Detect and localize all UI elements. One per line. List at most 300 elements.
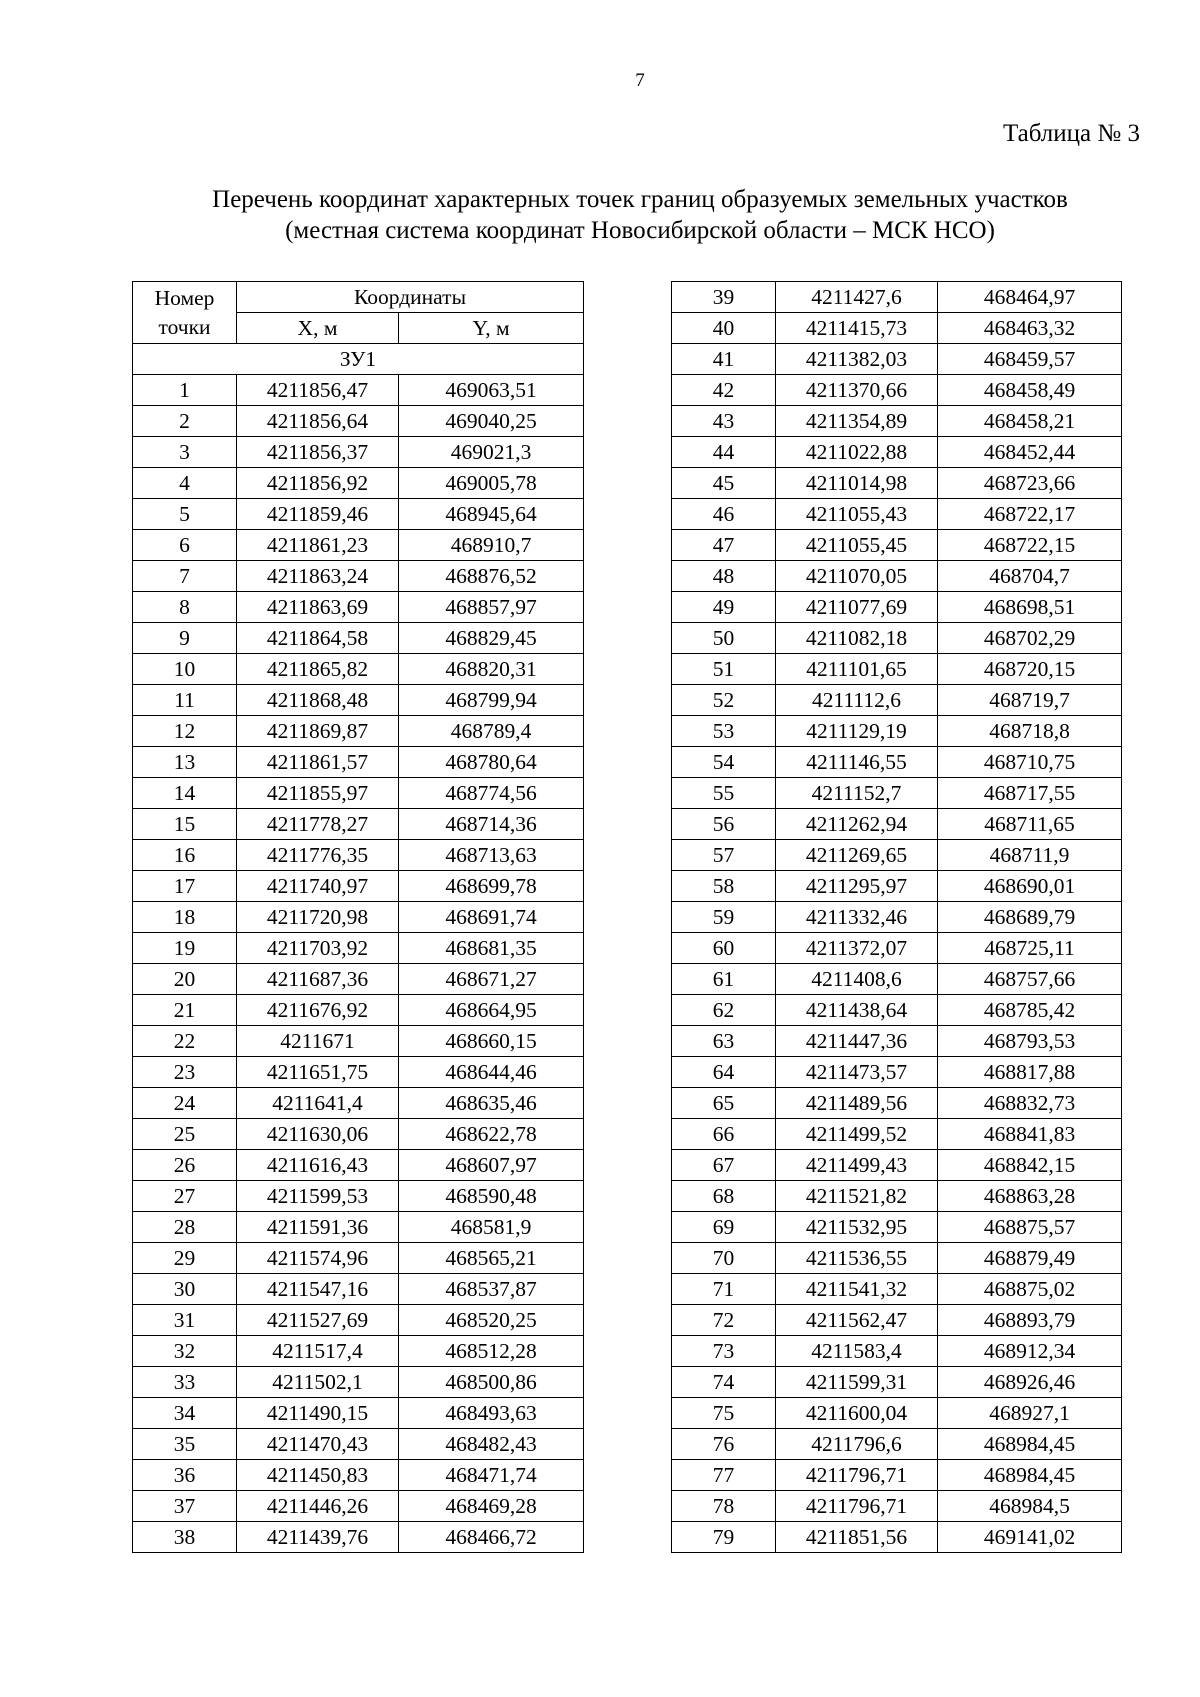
point-number-cell: 16	[133, 840, 237, 871]
y-coordinate-cell: 468725,11	[938, 933, 1122, 964]
title-line-2: (местная система координат Новосибирской области – МСК НСО)	[285, 217, 995, 244]
point-number-cell: 8	[133, 592, 237, 623]
point-number-cell: 59	[672, 902, 776, 933]
y-coordinate-cell: 468799,94	[399, 685, 584, 716]
x-coordinate-cell: 4211776,35	[237, 840, 399, 871]
point-number-cell: 5	[133, 499, 237, 530]
x-coordinate-cell: 4211101,65	[776, 654, 938, 685]
point-number-cell: 52	[672, 685, 776, 716]
x-coordinate-cell: 4211630,06	[237, 1119, 399, 1150]
table-row	[133, 1336, 584, 1367]
point-number-cell: 66	[672, 1119, 776, 1150]
point-number-cell: 39	[672, 282, 776, 313]
y-coordinate-cell: 468512,28	[399, 1336, 584, 1367]
table-row	[133, 809, 584, 840]
point-number-cell: 6	[133, 530, 237, 561]
x-coordinate-cell: 4211562,47	[776, 1305, 938, 1336]
table-row	[133, 530, 584, 561]
table-row	[672, 809, 1122, 840]
point-number-cell: 29	[133, 1243, 237, 1274]
plot-label: ЗУ1	[133, 344, 584, 375]
y-coordinate-cell: 468565,21	[399, 1243, 584, 1274]
y-coordinate-cell: 468945,64	[399, 499, 584, 530]
table-row	[672, 840, 1122, 871]
table-row	[672, 995, 1122, 1026]
y-coordinate-cell: 468927,1	[938, 1398, 1122, 1429]
x-coordinate-cell: 4211499,52	[776, 1119, 938, 1150]
point-number-cell: 19	[133, 933, 237, 964]
y-coordinate-cell: 468984,45	[938, 1429, 1122, 1460]
table-row	[672, 406, 1122, 437]
point-number-cell: 71	[672, 1274, 776, 1305]
table-row	[672, 1336, 1122, 1367]
x-header: X, м	[237, 313, 399, 344]
point-number-cell: 43	[672, 406, 776, 437]
point-number-cell: 45	[672, 468, 776, 499]
table-row	[672, 623, 1122, 654]
y-coordinate-cell: 468926,46	[938, 1367, 1122, 1398]
x-coordinate-cell: 4211415,73	[776, 313, 938, 344]
point-number-cell: 50	[672, 623, 776, 654]
point-number-cell: 64	[672, 1057, 776, 1088]
y-coordinate-cell: 468500,86	[399, 1367, 584, 1398]
coordinates-table-left	[132, 281, 584, 1553]
x-coordinate-cell: 4211863,69	[237, 592, 399, 623]
point-number-cell: 15	[133, 809, 237, 840]
x-coordinate-cell: 4211502,1	[237, 1367, 399, 1398]
point-number-cell: 60	[672, 933, 776, 964]
table-row	[672, 1367, 1122, 1398]
point-number-cell: 73	[672, 1336, 776, 1367]
x-coordinate-cell: 4211599,53	[237, 1181, 399, 1212]
x-coordinate-cell: 4211129,19	[776, 716, 938, 747]
x-coordinate-cell: 4211077,69	[776, 592, 938, 623]
point-number-cell: 76	[672, 1429, 776, 1460]
table-row	[672, 282, 1122, 313]
table-row	[672, 530, 1122, 561]
y-coordinate-cell: 468689,79	[938, 902, 1122, 933]
point-number-header-line-2: точки	[158, 314, 211, 339]
point-number-cell: 57	[672, 840, 776, 871]
x-coordinate-cell: 4211865,82	[237, 654, 399, 685]
y-coordinate-cell: 468718,8	[938, 716, 1122, 747]
y-coordinate-cell: 468671,27	[399, 964, 584, 995]
y-coordinate-cell: 468710,75	[938, 747, 1122, 778]
table-row	[133, 1522, 584, 1553]
point-number-cell: 9	[133, 623, 237, 654]
table-row	[672, 1026, 1122, 1057]
table-row	[672, 871, 1122, 902]
y-coordinate-cell: 469063,51	[399, 375, 584, 406]
y-coordinate-cell: 468875,57	[938, 1212, 1122, 1243]
x-coordinate-cell: 4211382,03	[776, 344, 938, 375]
point-number-cell: 78	[672, 1491, 776, 1522]
point-number-cell: 51	[672, 654, 776, 685]
point-number-cell: 10	[133, 654, 237, 685]
point-number-cell: 18	[133, 902, 237, 933]
point-number-cell: 56	[672, 809, 776, 840]
table-row	[672, 1057, 1122, 1088]
x-coordinate-cell: 4211332,46	[776, 902, 938, 933]
point-number-cell: 30	[133, 1274, 237, 1305]
y-coordinate-cell: 468793,53	[938, 1026, 1122, 1057]
x-coordinate-cell: 4211372,07	[776, 933, 938, 964]
point-number-cell: 17	[133, 871, 237, 902]
point-number-header-line-1: Номер	[154, 285, 215, 310]
point-number-cell: 22	[133, 1026, 237, 1057]
table-row	[133, 685, 584, 716]
table-label: Таблица № 3	[1002, 120, 1140, 147]
x-coordinate-cell: 4211591,36	[237, 1212, 399, 1243]
point-number-cell: 1	[133, 375, 237, 406]
table-row	[672, 1460, 1122, 1491]
x-coordinate-cell: 4211146,55	[776, 747, 938, 778]
table-row	[133, 964, 584, 995]
table-row	[133, 654, 584, 685]
y-coordinate-cell: 468785,42	[938, 995, 1122, 1026]
point-number-cell: 34	[133, 1398, 237, 1429]
table-row	[133, 933, 584, 964]
y-coordinate-cell: 468910,7	[399, 530, 584, 561]
table-row	[672, 592, 1122, 623]
x-coordinate-cell: 4211599,31	[776, 1367, 938, 1398]
x-coordinate-cell: 4211651,75	[237, 1057, 399, 1088]
table-row	[133, 375, 584, 406]
point-number-cell: 23	[133, 1057, 237, 1088]
x-coordinate-cell: 4211703,92	[237, 933, 399, 964]
x-coordinate-cell: 4211439,76	[237, 1522, 399, 1553]
table-row	[672, 313, 1122, 344]
y-coordinate-cell: 468681,35	[399, 933, 584, 964]
x-coordinate-cell: 4211740,97	[237, 871, 399, 902]
y-coordinate-cell: 468780,64	[399, 747, 584, 778]
x-coordinate-cell: 4211861,23	[237, 530, 399, 561]
y-coordinate-cell: 468452,44	[938, 437, 1122, 468]
table-row	[133, 1057, 584, 1088]
y-coordinate-cell: 468719,7	[938, 685, 1122, 716]
point-number-cell: 74	[672, 1367, 776, 1398]
point-number-cell: 12	[133, 716, 237, 747]
point-number-cell: 14	[133, 778, 237, 809]
table-row	[133, 1181, 584, 1212]
table-row	[133, 902, 584, 933]
y-coordinate-cell: 468691,74	[399, 902, 584, 933]
y-coordinate-cell: 468607,97	[399, 1150, 584, 1181]
y-coordinate-cell: 468711,9	[938, 840, 1122, 871]
point-number-cell: 26	[133, 1150, 237, 1181]
point-number-cell: 46	[672, 499, 776, 530]
y-coordinate-cell: 468537,87	[399, 1274, 584, 1305]
table-row	[133, 1119, 584, 1150]
y-coordinate-cell: 468622,78	[399, 1119, 584, 1150]
x-coordinate-cell: 4211616,43	[237, 1150, 399, 1181]
x-coordinate-cell: 4211499,43	[776, 1150, 938, 1181]
table-row	[672, 685, 1122, 716]
table-row	[672, 1243, 1122, 1274]
x-coordinate-cell: 4211855,97	[237, 778, 399, 809]
point-number-cell: 49	[672, 592, 776, 623]
y-coordinate-cell: 468713,63	[399, 840, 584, 871]
table-row	[133, 1429, 584, 1460]
y-coordinate-cell: 468581,9	[399, 1212, 584, 1243]
table-row	[672, 778, 1122, 809]
x-coordinate-cell: 4211473,57	[776, 1057, 938, 1088]
table-row	[672, 1522, 1122, 1553]
y-coordinate-cell: 468459,57	[938, 344, 1122, 375]
table-row	[133, 1026, 584, 1057]
point-number-cell: 11	[133, 685, 237, 716]
point-number-cell: 42	[672, 375, 776, 406]
x-coordinate-cell: 4211600,04	[776, 1398, 938, 1429]
x-coordinate-cell: 4211687,36	[237, 964, 399, 995]
x-coordinate-cell: 4211447,36	[776, 1026, 938, 1057]
point-number-cell: 20	[133, 964, 237, 995]
x-coordinate-cell: 4211370,66	[776, 375, 938, 406]
x-coordinate-cell: 4211470,43	[237, 1429, 399, 1460]
x-coordinate-cell: 4211055,43	[776, 499, 938, 530]
table-row	[672, 1150, 1122, 1181]
x-coordinate-cell: 4211583,4	[776, 1336, 938, 1367]
x-coordinate-cell: 4211450,83	[237, 1460, 399, 1491]
x-coordinate-cell: 4211574,96	[237, 1243, 399, 1274]
table-row	[672, 1088, 1122, 1119]
x-coordinate-cell: 4211446,26	[237, 1491, 399, 1522]
table-row	[133, 840, 584, 871]
y-coordinate-cell: 469141,02	[938, 1522, 1122, 1553]
y-coordinate-cell: 468698,51	[938, 592, 1122, 623]
x-coordinate-cell: 4211778,27	[237, 809, 399, 840]
point-number-cell: 27	[133, 1181, 237, 1212]
y-coordinate-cell: 468722,15	[938, 530, 1122, 561]
y-coordinate-cell: 468829,45	[399, 623, 584, 654]
point-number-cell: 3	[133, 437, 237, 468]
point-number-cell: 67	[672, 1150, 776, 1181]
y-coordinate-cell: 468690,01	[938, 871, 1122, 902]
point-number-cell: 40	[672, 313, 776, 344]
point-number-cell: 72	[672, 1305, 776, 1336]
x-coordinate-cell: 4211859,46	[237, 499, 399, 530]
table-row	[133, 499, 584, 530]
y-coordinate-cell: 468458,49	[938, 375, 1122, 406]
table-row	[133, 406, 584, 437]
y-coordinate-cell: 468875,02	[938, 1274, 1122, 1305]
x-coordinate-cell: 4211856,92	[237, 468, 399, 499]
table-row	[133, 716, 584, 747]
x-coordinate-cell: 4211676,92	[237, 995, 399, 1026]
table-row	[133, 1243, 584, 1274]
x-coordinate-cell: 4211671	[237, 1026, 399, 1057]
table-row	[672, 1212, 1122, 1243]
point-number-cell: 35	[133, 1429, 237, 1460]
point-number-cell: 63	[672, 1026, 776, 1057]
x-coordinate-cell: 4211269,65	[776, 840, 938, 871]
table-row	[133, 592, 584, 623]
x-coordinate-cell: 4211863,24	[237, 561, 399, 592]
point-number-cell: 41	[672, 344, 776, 375]
x-coordinate-cell: 4211869,87	[237, 716, 399, 747]
table-row	[672, 1491, 1122, 1522]
point-number-cell: 65	[672, 1088, 776, 1119]
y-coordinate-cell: 468466,72	[399, 1522, 584, 1553]
y-coordinate-cell: 468984,5	[938, 1491, 1122, 1522]
table-row	[133, 1212, 584, 1243]
point-number-cell: 32	[133, 1336, 237, 1367]
y-coordinate-cell: 468471,74	[399, 1460, 584, 1491]
x-coordinate-cell: 4211864,58	[237, 623, 399, 654]
x-coordinate-cell: 4211490,15	[237, 1398, 399, 1429]
y-coordinate-cell: 468469,28	[399, 1491, 584, 1522]
table-row	[672, 654, 1122, 685]
y-coordinate-cell: 468702,29	[938, 623, 1122, 654]
table-row	[672, 716, 1122, 747]
table-row	[133, 778, 584, 809]
table-row	[672, 375, 1122, 406]
x-coordinate-cell: 4211262,94	[776, 809, 938, 840]
x-coordinate-cell: 4211796,71	[776, 1491, 938, 1522]
table-row	[133, 1305, 584, 1336]
x-coordinate-cell: 4211547,16	[237, 1274, 399, 1305]
y-coordinate-cell: 468464,97	[938, 282, 1122, 313]
x-coordinate-cell: 4211082,18	[776, 623, 938, 654]
y-coordinate-cell: 468876,52	[399, 561, 584, 592]
y-coordinate-cell: 468520,25	[399, 1305, 584, 1336]
table-row	[672, 499, 1122, 530]
y-coordinate-cell: 468699,78	[399, 871, 584, 902]
x-coordinate-cell: 4211527,69	[237, 1305, 399, 1336]
table-row	[133, 437, 584, 468]
table-row	[672, 1398, 1122, 1429]
point-number-cell: 7	[133, 561, 237, 592]
y-header: Y, м	[399, 313, 584, 344]
table-row	[133, 561, 584, 592]
point-number-cell: 2	[133, 406, 237, 437]
y-coordinate-cell: 469005,78	[399, 468, 584, 499]
y-coordinate-cell: 468590,48	[399, 1181, 584, 1212]
title-line-1: Перечень координат характерных точек границ образуемых земельных участков	[212, 186, 1068, 213]
table-row	[672, 468, 1122, 499]
y-coordinate-cell: 468711,65	[938, 809, 1122, 840]
y-coordinate-cell: 468757,66	[938, 964, 1122, 995]
x-coordinate-cell: 4211796,6	[776, 1429, 938, 1460]
table-row	[133, 995, 584, 1026]
point-number-cell: 77	[672, 1460, 776, 1491]
table-row	[672, 747, 1122, 778]
x-coordinate-cell: 4211536,55	[776, 1243, 938, 1274]
x-coordinate-cell: 4211112,6	[776, 685, 938, 716]
table-row	[133, 747, 584, 778]
point-number-cell: 68	[672, 1181, 776, 1212]
y-coordinate-cell: 468635,46	[399, 1088, 584, 1119]
point-number-cell: 69	[672, 1212, 776, 1243]
table-row	[672, 344, 1122, 375]
table-row	[672, 902, 1122, 933]
point-number-cell: 21	[133, 995, 237, 1026]
y-coordinate-cell: 468879,49	[938, 1243, 1122, 1274]
y-coordinate-cell: 468820,31	[399, 654, 584, 685]
point-number-cell: 54	[672, 747, 776, 778]
y-coordinate-cell: 468717,55	[938, 778, 1122, 809]
x-coordinate-cell: 4211152,7	[776, 778, 938, 809]
x-coordinate-cell: 4211408,6	[776, 964, 938, 995]
x-coordinate-cell: 4211796,71	[776, 1460, 938, 1491]
table-row	[133, 1367, 584, 1398]
point-number-cell: 4	[133, 468, 237, 499]
table-row	[672, 1274, 1122, 1305]
point-number-cell: 61	[672, 964, 776, 995]
table-row	[672, 1181, 1122, 1212]
x-coordinate-cell: 4211641,4	[237, 1088, 399, 1119]
y-coordinate-cell: 468841,83	[938, 1119, 1122, 1150]
x-coordinate-cell: 4211861,57	[237, 747, 399, 778]
y-coordinate-cell: 468644,46	[399, 1057, 584, 1088]
x-coordinate-cell: 4211868,48	[237, 685, 399, 716]
y-coordinate-cell: 468704,7	[938, 561, 1122, 592]
x-coordinate-cell: 4211070,05	[776, 561, 938, 592]
y-coordinate-cell: 468857,97	[399, 592, 584, 623]
document-title	[0, 184, 1200, 246]
y-coordinate-cell: 468664,95	[399, 995, 584, 1026]
point-number-cell: 28	[133, 1212, 237, 1243]
coordinates-header: Координаты	[237, 282, 584, 313]
x-coordinate-cell: 4211521,82	[776, 1181, 938, 1212]
table-row	[672, 561, 1122, 592]
point-number-cell: 70	[672, 1243, 776, 1274]
point-number-cell: 47	[672, 530, 776, 561]
table-row	[672, 1429, 1122, 1460]
x-coordinate-cell: 4211856,47	[237, 375, 399, 406]
point-number-cell: 36	[133, 1460, 237, 1491]
x-coordinate-cell: 4211427,6	[776, 282, 938, 313]
y-coordinate-cell: 468893,79	[938, 1305, 1122, 1336]
y-coordinate-cell: 468774,56	[399, 778, 584, 809]
y-coordinate-cell: 468842,15	[938, 1150, 1122, 1181]
point-number-cell: 24	[133, 1088, 237, 1119]
point-number-cell: 31	[133, 1305, 237, 1336]
x-coordinate-cell: 4211489,56	[776, 1088, 938, 1119]
point-number-cell: 25	[133, 1119, 237, 1150]
page-number: 7	[635, 70, 645, 91]
x-coordinate-cell: 4211354,89	[776, 406, 938, 437]
y-coordinate-cell: 469040,25	[399, 406, 584, 437]
point-number-cell: 13	[133, 747, 237, 778]
table-row	[133, 1491, 584, 1522]
point-number-cell: 75	[672, 1398, 776, 1429]
table-row	[133, 1088, 584, 1119]
y-coordinate-cell: 468722,17	[938, 499, 1122, 530]
point-number-cell: 38	[133, 1522, 237, 1553]
x-coordinate-cell: 4211022,88	[776, 437, 938, 468]
point-number-cell: 44	[672, 437, 776, 468]
y-coordinate-cell: 468912,34	[938, 1336, 1122, 1367]
point-number-cell: 55	[672, 778, 776, 809]
point-number-cell: 33	[133, 1367, 237, 1398]
y-coordinate-cell: 469021,3	[399, 437, 584, 468]
coordinates-table-right	[671, 281, 1122, 1553]
x-coordinate-cell: 4211532,95	[776, 1212, 938, 1243]
point-number-cell: 62	[672, 995, 776, 1026]
table-row	[672, 437, 1122, 468]
x-coordinate-cell: 4211856,37	[237, 437, 399, 468]
y-coordinate-cell: 468493,63	[399, 1398, 584, 1429]
x-coordinate-cell: 4211856,64	[237, 406, 399, 437]
point-number-cell: 58	[672, 871, 776, 902]
table-row	[672, 1305, 1122, 1336]
table-row	[133, 1274, 584, 1305]
point-number-cell: 37	[133, 1491, 237, 1522]
point-number-header	[133, 282, 237, 344]
table-row	[672, 964, 1122, 995]
x-coordinate-cell: 4211055,45	[776, 530, 938, 561]
